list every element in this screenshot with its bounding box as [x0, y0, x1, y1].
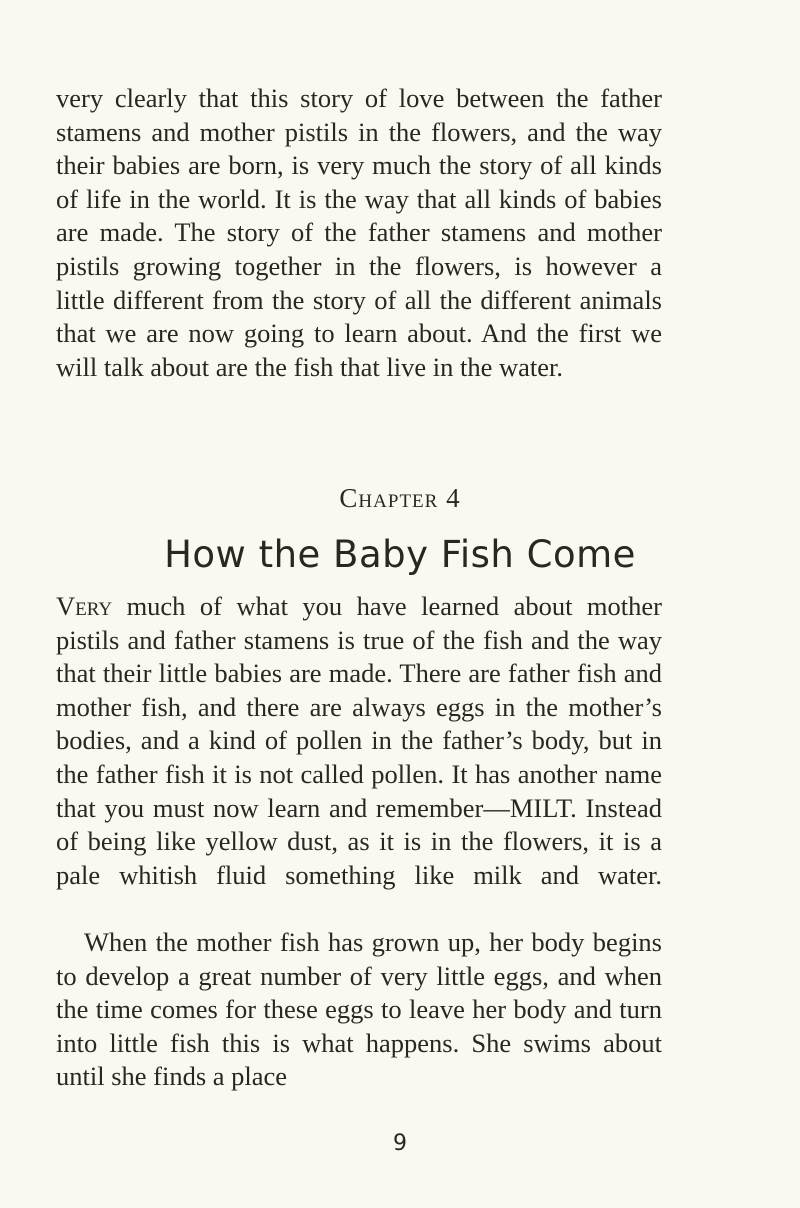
body-paragraph-1: [56, 590, 662, 892]
page-number: 9: [393, 1131, 407, 1156]
opening-word: Very: [56, 591, 113, 621]
body-paragraph-1-text: much of what you have learned about mother pistils and father stamens is true of the fish and the way that their little babies are made. There are father fish and mother fish, and there are always eggs in the mother’s bodies, and a kind of pollen in the father’s body, but in the father fish it is not called pollen. It has another name that you must now learn and remember—MILT. Instead of being like yellow dust, as it is in the flowers, it is a pale whitish fluid something like milk and water.: [56, 591, 662, 890]
chapter-label: Chapter 4: [339, 483, 461, 513]
body-paragraph-2: When the mother fish has grown up, her body begins to develop a great number of very little eggs, and when the time comes for these eggs to leave her body and turn into little fish this is what happens. She swims about until she finds a place: [56, 927, 662, 1092]
chapter-title: How the Baby Fish Come: [164, 533, 636, 576]
intro-paragraph: very clearly that this story of love between the father stamens and mother pistils in the flowers, and the way their babies are born, is very much the story of all kinds of life in the world. It is the way that all kinds of babies are made. The story of the father stamens and mother pistils growing together in the flowers, is however a little different from the story of all the different animals that we are now going to learn about. And the first we will talk about are the fish that live in the water.: [56, 83, 662, 382]
